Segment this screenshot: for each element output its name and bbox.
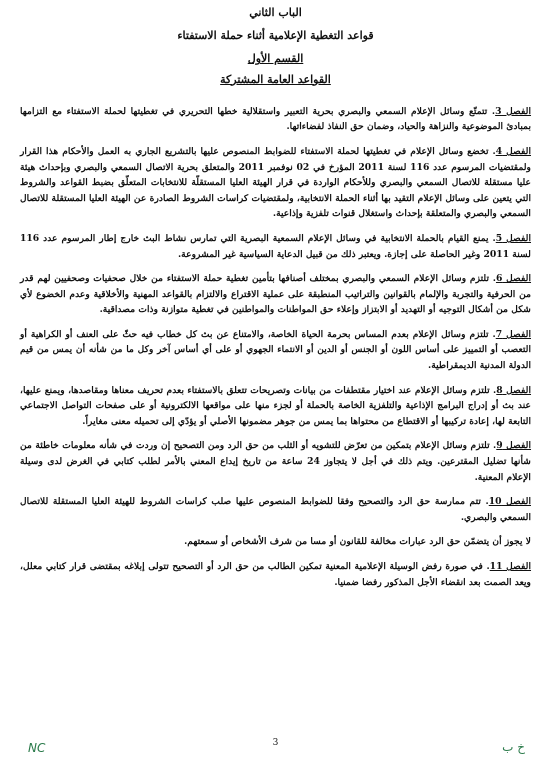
- article-label: الفصل 3: [495, 105, 532, 117]
- article-text: . يمنع القيام بالحملة الانتخابية في وسائل الإعلام السمعية البصرية التي تمارس نشاط البث خارج إطار المرسوم عدد 116 لسنة 2011 وغير الحاصلة على إجازة. ويعتبر ذلك من قبيل الدعاية السياسية غير المشروعة.: [20, 232, 531, 260]
- article-paragraph: [20, 271, 531, 318]
- article-paragraph: [20, 327, 531, 374]
- section-heading: القسم الأول: [247, 52, 304, 66]
- article-paragraph: [20, 534, 531, 550]
- article-text: . في صورة رفض الوسيلة الإعلامية المعنية تمكين الطالب من حق الرد أو التصحيح تتولى إبلاغه بمقتضى قرار كتابي معلل، ويعد الصمت بعد انقضاء الأجل المذكور رفضا ضمنيا.: [20, 561, 531, 588]
- article-paragraph: [20, 494, 531, 525]
- article-label: الفصل 9: [496, 440, 532, 452]
- article-text: . تتمتّع وسائل الإعلام السمعي والبصري بحرية التعبير واستقلالية خطها التحريري في تغطيتها لحملة الاستفتاء مع التزامها بمبادئ الموضوعية والنزاهة والحياد، وضمان حق النفاذ لفضاءاتها.: [20, 105, 531, 133]
- article-paragraph: [20, 231, 531, 262]
- article-paragraph: [20, 144, 531, 222]
- initials-signature-left: NC: [28, 741, 46, 755]
- article-label: الفصل 4: [495, 145, 531, 157]
- article-text: لا يجوز أن يتضمّن حق الرد عبارات مخالفة للقانون أو مسا من شرف الأشخاص أو سمعتهم.: [184, 536, 531, 548]
- article-text: . تلتزم وسائل الإعلام بتمكين من تعرّض للتشويه أو الثلب من حق الرد ومن التصحيح إن وردت في شأنه معلومات خاطئة من شأنها تضليل المقترعين. ويتم ذلك في أجل لا يتجاوز 24 ساعة من تاريخ إيداع المعني بالأمر لطلب كتابي في الغرض لدى وسيلة الإعلام المعنية.: [20, 440, 531, 483]
- article-label: الفصل 8: [496, 384, 532, 396]
- article-text: . تلتزم وسائل الإعلام بعدم المساس بحرمة الحياة الخاصة، والامتناع عن بث كل خطاب فيه حثّ على العنف أو الكراهية أو التعصب أو التمييز على أساس اللون أو الجنس أو الدين أو الانتماء الجهوي أو على أي أساس آخر وكل ما من شأنه أن يمس من قيم الدولة المدنية الديمقراطية.: [20, 328, 531, 372]
- article-paragraph: [20, 559, 531, 590]
- article-label: الفصل 11: [489, 561, 532, 572]
- article-text: . تخضع وسائل الإعلام في تغطيتها لحملة الاستفتاء للضوابط المنصوص عليها بالتشريع الجاري به العمل والأحكام هذا القرار ولمقتضيات المرسوم عدد 116 لسنة 2011 المؤرخ في 02 نوفمبر 2011 والمتعلق بحرية الاتصال السمعي والبصري وبإحداث هيئة عليا مستقلة للاتصال السمعي والبصري وللأحكام الواردة في قرار الهيئة العليا المستقلّة للانتخابات المتعلّق بضبط القواعد والشروط التي يتعين على وسائل الإعلام التقيد بها أثناء الحملة الانتخابية، ولمقتضيات كراسات الشروط الصادرة عن الهيئة العليا المستقلة للاتصال السمعي والبصري والمتعلقة بإحداث واستغلال قنوات تلفزية وإذاعية.: [20, 145, 531, 220]
- article-label: الفصل 7: [495, 328, 531, 340]
- article-text: . تلتزم وسائل الإعلام السمعي والبصري بمختلف أصنافها بتأمين تغطية حملة الاستفتاء من خلال صحفيات وصحفيين لهم قدر من الحرفية والتجربة والإلمام بالقوانين والتراتيب المنطبقة على عملية الاقتراع والالتزام بالقواعد المهنية والأخلاقية وعدم الخضوع لأي شكل من أشكال التوجيه أو التهديد أو الابتزاز وإعلاء حق المواطنات والمواطنين في تغطية متوازنة وذات مصداقية.: [20, 273, 531, 316]
- articles-list: [20, 104, 531, 590]
- article-label: الفصل 10: [488, 496, 531, 508]
- article-text: . تتم ممارسة حق الرد والتصحيح وفقا للضوابط المنصوص عليها صلب كراسات الشروط للهيئة العليا المستقلة للاتصال السمعي والبصري.: [20, 496, 531, 523]
- chapter-heading: الباب الثاني: [249, 6, 302, 19]
- article-text: . تلتزم وسائل الإعلام عند اختيار مقتطفات من بيانات وتصريحات تتعلق بالاستفتاء بعدم تحريف معناها ومقاصدها، ويمنع عليها، عند بث أو إدراج البرامج الإذاعية والتلفزية الخاصة بالحملة أو لجزء منها على مواقعها الالكترونية أو على صفحات التواصل الاجتماعي التابعة لها، إعادة تركيبها أو الاقتطاع من محتواها بما يمس من جوهر مضمونها الأصلي أو يؤدّي إلى تحميله معنى مغايراً.: [20, 384, 531, 427]
- article-paragraph: [20, 104, 531, 135]
- page-number: 3: [272, 738, 279, 748]
- article-label: الفصل 6: [495, 273, 532, 285]
- article-paragraph: [20, 383, 531, 430]
- chapter-title: قواعد التغطية الإعلامية أثناء حملة الاستفتاء: [177, 29, 374, 43]
- initials-signature-right: خ ب: [502, 740, 525, 754]
- article-label: الفصل 5: [495, 232, 531, 244]
- section-title: القواعد العامة المشتركة: [220, 72, 331, 86]
- article-paragraph: [20, 438, 531, 485]
